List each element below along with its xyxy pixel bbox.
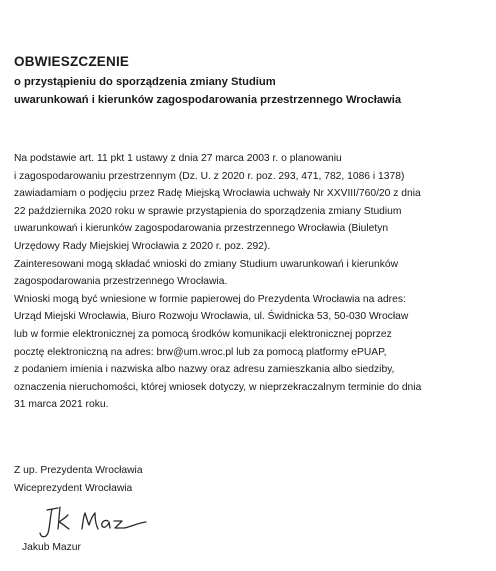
body-line: i zagospodarowaniu przestrzennym (Dz. U. z 2020 r. poz. 293, 471, 782, 1086 i 1378) [14,170,405,182]
body-line: zawiadamiam o podjęciu przez Radę Miejską Wrocławia uchwały Nr XXVIII/760/20 z dnia [14,188,421,200]
body-line: Na podstawie art. 11 pkt 1 ustawy z dnia 27 marca 2003 r. o planowaniu [14,153,342,164]
body-line: pocztę elektroniczną na adres: brw@um.wroc.pl lub za pomocą platformy ePUAP, [14,346,387,358]
signoff-line: Z up. Prezydenta Wrocławia [14,465,143,476]
document-subtitle [14,73,401,109]
body-line: zagospodarowania przestrzennego Wrocławia. [14,276,228,288]
body-line: 22 października 2020 roku w sprawie przystąpienia do sporządzenia zmiany Studium [14,205,402,217]
body-line: uwarunkowań i kierunków zagospodarowania przestrzennego Wrocławia (Biuletyn [14,223,389,235]
body-line: Wnioski mogą być wniesione w formie papierowej do Prezydenta Wrocławia na adres: [14,293,406,305]
body-line: oznaczenia nieruchomości, której wniosek dotyczy, w nieprzekraczalnym terminie do dnia [14,381,422,393]
body-line: z podaniem imienia i nazwiska albo nazwy oraz adresu zamieszkania albo siedziby, [14,364,395,376]
signoff-title: Wiceprezydent Wrocławia [14,482,133,494]
announcement-body [14,150,494,414]
signoff-block [14,462,143,497]
body-line: lub w formie elektronicznej za pomocą środków komunikacji elektronicznej poprzez [14,328,392,340]
body-line: Zainteresowani mogą składać wnioski do zmiany Studium uwarunkowań i kierunków [14,258,399,270]
body-line: Urząd Miejski Wrocławia, Biuro Rozwoju Wrocławia, ul. Świdnicka 53, 50-030 Wrocław [14,311,409,323]
body-line: 31 marca 2021 roku. [14,399,109,411]
subtitle-line-1: o przystąpieniu do sporządzenia zmiany Studium [14,76,276,88]
body-line: Urzędowy Rady Miejskiej Wrocławia z 2020 r. poz. 292). [14,240,271,252]
subtitle-line-2: uwarunkowań i kierunków zagospodarowania przestrzennego Wrocławia [14,94,402,106]
handwritten-signature [38,503,148,541]
signer-name: Jakub Mazur [22,542,81,553]
document-title: OBWIESZCZENIE [14,54,130,69]
